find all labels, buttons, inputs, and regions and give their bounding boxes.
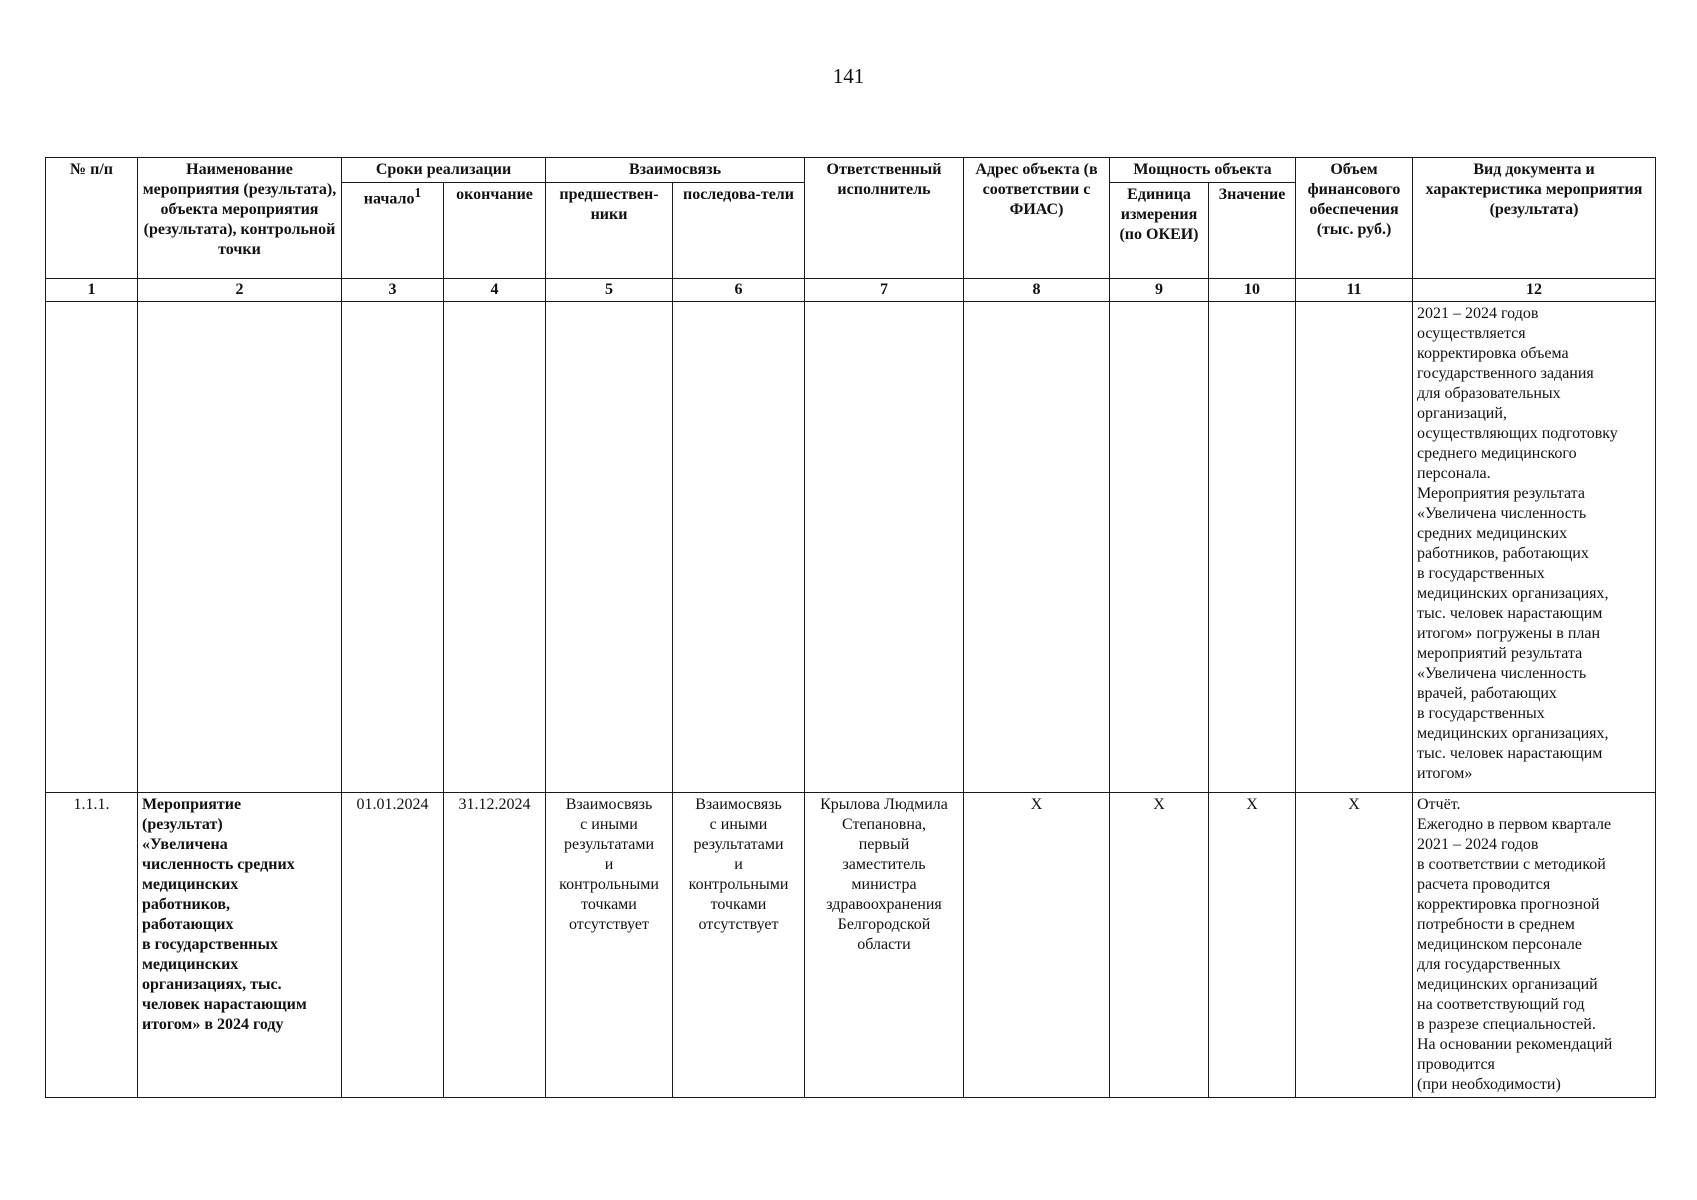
header-value: Значение <box>1209 183 1296 279</box>
header-terms: Сроки реализации <box>342 158 546 183</box>
row-start-date: 01.01.2024 <box>342 793 444 1098</box>
header-predecessors: предшествен-ники <box>546 183 673 279</box>
header-links: Взаимосвязь <box>546 158 805 183</box>
row-funding: Х <box>1296 793 1413 1098</box>
row-end-date: 31.12.2024 <box>444 793 546 1098</box>
cont-cell-6 <box>673 302 805 793</box>
row-value: Х <box>1209 793 1296 1098</box>
header-successors: последова-тели <box>673 183 805 279</box>
cont-doc-type-cell: 2021 – 2024 годов осуществляется корректировка объема государственного задания для образовательных организаций, осуществляющих подготовку среднего медицинского персонала. Мероприятия результата «Увеличена численность средних медицинских работников, работающих в государственных медицинских организациях, тыс. человек нарастающим итогом» погружены в план мероприятий результата «Увеличена численность врачей, работающих в государственных медицинских организациях, тыс. человек нарастающим итогом» <box>1413 302 1656 793</box>
table-row-1-1-1 <box>46 793 1656 1098</box>
cont-cell-1 <box>46 302 138 793</box>
header-start-footnote: 1 <box>414 185 422 200</box>
row-address: Х <box>964 793 1110 1098</box>
header-capacity: Мощность объекта <box>1110 158 1296 183</box>
plan-table <box>45 157 1656 1098</box>
header-start <box>342 183 444 279</box>
header-responsible: Ответственный исполнитель <box>805 158 964 279</box>
column-number: 6 <box>673 279 805 302</box>
column-number: 8 <box>964 279 1110 302</box>
header-funding: Объем финансового обеспечения (тыс. руб.) <box>1296 158 1413 279</box>
header-name: Наименование мероприятия (результата), объекта мероприятия (результата), контрольной точки <box>138 158 342 279</box>
row-doc-type: Отчёт. Ежегодно в первом квартале 2021 – 2024 годов в соответствии с методикой расчета проводится корректировка прогнозной потребности в среднем медицинском персонале для государственных медицинских организаций на соответствующий год в разрезе специальностей. На основании рекомендаций проводится (при необходимости) <box>1413 793 1656 1098</box>
continuation-row <box>46 302 1656 793</box>
header-end: окончание <box>444 183 546 279</box>
row-predecessors: Взаимосвязь с иными результатами и контрольными точками отсутствует <box>546 793 673 1098</box>
column-number-row <box>46 279 1656 302</box>
column-number: 4 <box>444 279 546 302</box>
cont-cell-3 <box>342 302 444 793</box>
header-address: Адрес объекта (в соответствии с ФИАС) <box>964 158 1110 279</box>
cont-cell-2 <box>138 302 342 793</box>
cont-cell-4 <box>444 302 546 793</box>
row-successors: Взаимосвязь с иными результатами и контрольными точками отсутствует <box>673 793 805 1098</box>
header-row-1 <box>46 158 1656 183</box>
cont-cell-10 <box>1209 302 1296 793</box>
row-unit: Х <box>1110 793 1209 1098</box>
header-num: № п/п <box>46 158 138 279</box>
column-number: 3 <box>342 279 444 302</box>
column-number: 12 <box>1413 279 1656 302</box>
cont-cell-5 <box>546 302 673 793</box>
column-number: 9 <box>1110 279 1209 302</box>
header-unit: Единица измерения (по ОКЕИ) <box>1110 183 1209 279</box>
row-name: Мероприятие (результат) «Увеличена численность средних медицинских работников, работающих в государственных медицинских организациях, тыс. человек нарастающим итогом» в 2024 году <box>138 793 342 1098</box>
cont-cell-8 <box>964 302 1110 793</box>
column-number: 2 <box>138 279 342 302</box>
column-number: 10 <box>1209 279 1296 302</box>
column-number: 5 <box>546 279 673 302</box>
row-number: 1.1.1. <box>46 793 138 1098</box>
cont-cell-11 <box>1296 302 1413 793</box>
column-number: 7 <box>805 279 964 302</box>
page-number: 141 <box>832 64 865 88</box>
header-start-label: начало <box>363 190 415 208</box>
column-number: 11 <box>1296 279 1413 302</box>
row-responsible: Крылова Людмила Степановна, первый заместитель министра здравоохранения Белгородской области <box>805 793 964 1098</box>
header-doc-type: Вид документа и характеристика мероприятия (результата) <box>1413 158 1656 279</box>
cont-cell-9 <box>1110 302 1209 793</box>
column-number: 1 <box>46 279 138 302</box>
cont-cell-7 <box>805 302 964 793</box>
